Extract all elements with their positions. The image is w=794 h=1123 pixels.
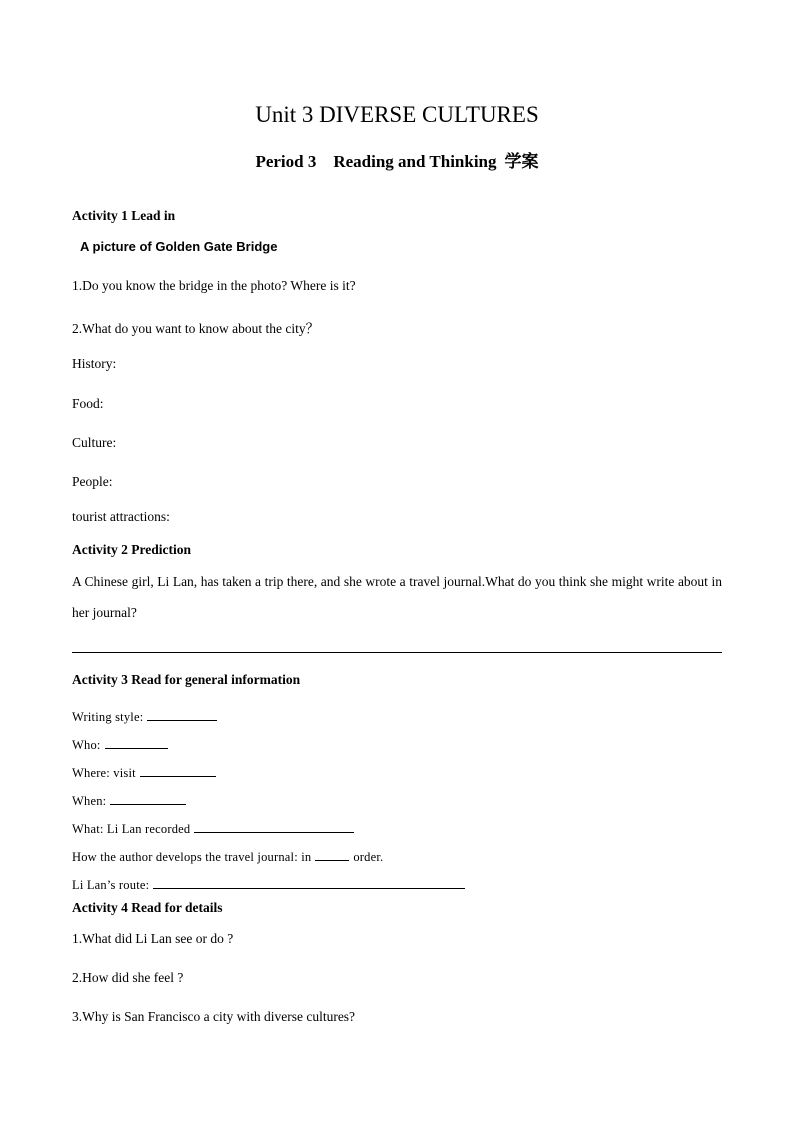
when-label: When: xyxy=(72,794,107,808)
how-label: How the author develops the travel journal: in xyxy=(72,850,312,864)
who-row xyxy=(72,737,168,753)
what-row xyxy=(72,821,354,837)
when-blank[interactable] xyxy=(110,793,186,805)
activity4-question-3: 3.Why is San Francisco a city with diverse cultures? xyxy=(72,1009,356,1024)
activity4-question-1: 1.What did Li Lan see or do ? xyxy=(72,931,234,946)
route-label: Li Lan’s route: xyxy=(72,878,150,892)
where-blank[interactable] xyxy=(140,765,216,777)
activity4-question-2: 2.How did she feel ? xyxy=(72,970,184,985)
activity2-heading: Activity 2 Prediction xyxy=(72,542,191,557)
writing-style-blank[interactable] xyxy=(147,709,217,721)
activity1-question-1: 1.Do you know the bridge in the photo? Where is it? xyxy=(72,278,356,293)
what-label: What: Li Lan recorded xyxy=(72,822,191,836)
how-suffix: order. xyxy=(353,850,384,864)
activity1-question-2: 2.What do you want to know about the city？ xyxy=(72,321,320,336)
activity1-heading: Activity 1 Lead in xyxy=(72,208,176,223)
activity1-item-history: History: xyxy=(72,356,117,371)
what-blank[interactable] xyxy=(194,821,354,833)
activity1-item-culture: Culture: xyxy=(72,435,117,450)
where-row xyxy=(72,765,216,781)
writing-style-label: Writing style: xyxy=(72,710,144,724)
how-row xyxy=(72,849,383,865)
order-blank[interactable] xyxy=(315,849,349,861)
answer-line[interactable] xyxy=(72,652,722,653)
route-row xyxy=(72,877,465,893)
when-row xyxy=(72,793,186,809)
route-blank[interactable] xyxy=(153,877,465,889)
activity1-item-food: Food: xyxy=(72,396,104,411)
activity1-picture-caption: A picture of Golden Gate Bridge xyxy=(80,239,278,254)
who-label: Who: xyxy=(72,738,101,752)
where-label: Where: visit xyxy=(72,766,136,780)
activity4-heading: Activity 4 Read for details xyxy=(72,900,223,915)
worksheet-label: 学案 xyxy=(504,152,539,172)
period-label: Period 3 Reading and Thinking xyxy=(255,152,497,171)
writing-style-row xyxy=(72,709,217,725)
activity2-prompt: A Chinese girl, Li Lan, has taken a trip there, and she wrote a travel journal.What do you think she might write about in her journal? xyxy=(72,574,722,620)
who-blank[interactable] xyxy=(105,737,168,749)
activity1-item-people: People: xyxy=(72,474,113,489)
activity3-heading: Activity 3 Read for general information xyxy=(72,672,301,687)
activity1-item-tourist-attractions: tourist attractions: xyxy=(72,509,170,524)
page-subtitle xyxy=(0,147,794,172)
page-title: Unit 3 DIVERSE CULTURES xyxy=(255,102,539,127)
